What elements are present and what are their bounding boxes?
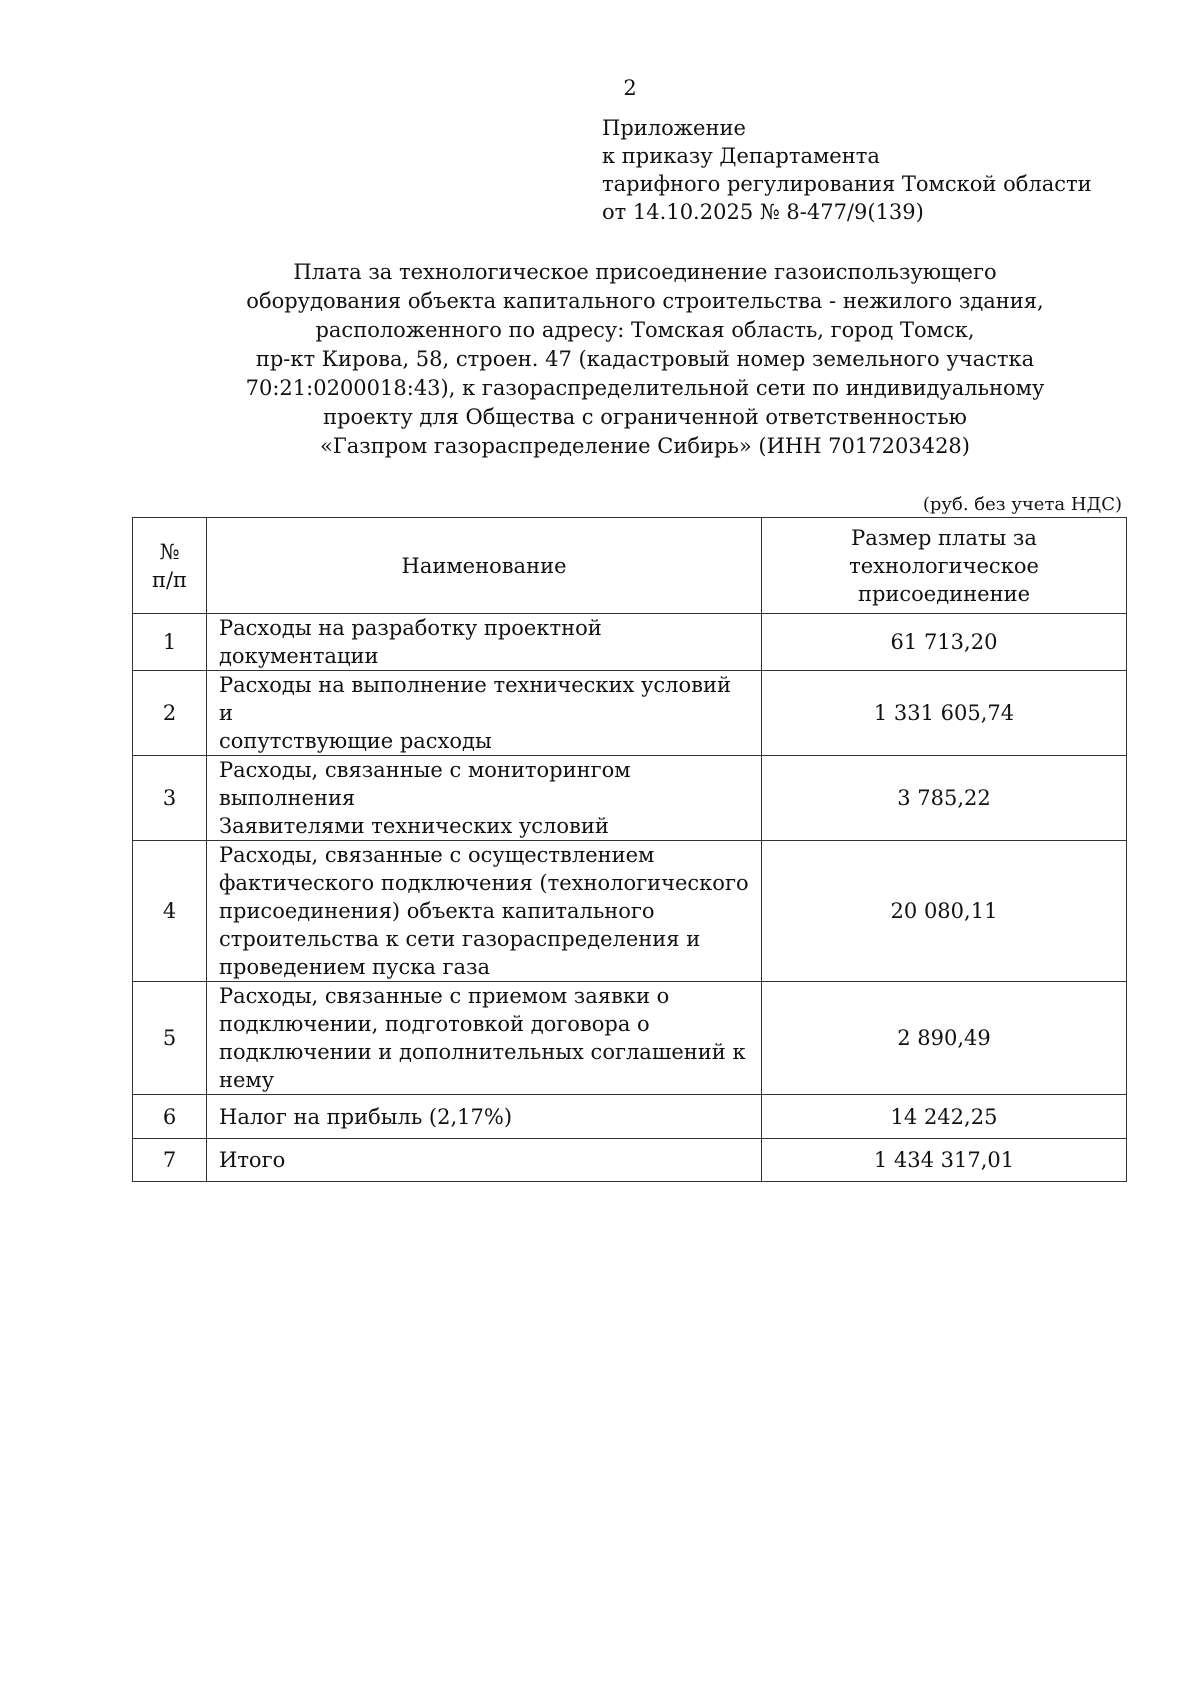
header-number-line: № <box>159 539 180 564</box>
table-row <box>133 614 1127 671</box>
row-name <box>207 841 762 982</box>
row-number: 2 <box>133 671 207 756</box>
row-name-line: Налог на прибыль (2,17%) <box>219 1104 513 1129</box>
title-line: «Газпром газораспределение Сибирь» (ИНН 7017203428) <box>320 434 970 458</box>
table-row-total <box>133 1139 1127 1182</box>
appendix-line: от 14.10.2025 № 8-477/9(139) <box>602 200 924 224</box>
row-fee: 61 713,20 <box>762 614 1127 671</box>
header-fee <box>762 518 1127 614</box>
title-line: 70:21:0200018:43), к газораспределительной сети по индивидуальному <box>245 376 1045 400</box>
row-name-line: присоединения) объекта капитального <box>219 899 655 923</box>
row-name-line: строительства к сети газораспределения и <box>219 927 701 951</box>
row-name-line: подключении и дополнительных соглашений к <box>219 1040 746 1064</box>
row-name-line: подключении, подготовкой договора о <box>219 1012 650 1036</box>
row-name-line: Расходы на разработку проектной документации <box>219 616 602 668</box>
page-number: 2 <box>623 76 637 100</box>
row-name-line: сопутствующие расходы <box>219 729 492 753</box>
appendix-line: Приложение <box>602 116 746 140</box>
row-name <box>207 614 762 671</box>
header-fee-line: технологическое присоединение <box>849 553 1039 606</box>
units-note: (руб. без учета НДС) <box>922 494 1122 515</box>
table-row <box>133 841 1127 982</box>
appendix-line: тарифного регулирования Томской области <box>602 172 1092 196</box>
row-name-line: Расходы, связанные с мониторингом выполнения <box>219 758 631 810</box>
appendix-block <box>602 114 1162 226</box>
title-line: Плата за технологическое присоединение газоиспользующего <box>293 260 997 284</box>
header-number <box>133 518 207 614</box>
row-name-line: фактического подключения (технологического <box>219 871 749 895</box>
row-fee: 20 080,11 <box>762 841 1127 982</box>
header-fee-line: Размер платы за <box>851 525 1037 550</box>
fees-table <box>132 517 1127 1182</box>
row-fee: 14 242,25 <box>762 1095 1127 1139</box>
header-name: Наименование <box>207 518 762 614</box>
row-number: 7 <box>133 1139 207 1182</box>
row-fee: 1 434 317,01 <box>762 1139 1127 1182</box>
row-name-line: Расходы, связанные с осуществлением <box>219 843 655 867</box>
table-row <box>133 982 1127 1095</box>
table-header-row <box>133 518 1127 614</box>
row-fee: 1 331 605,74 <box>762 671 1127 756</box>
header-number-line: п/п <box>151 567 188 592</box>
row-name-line: Заявителями технических условий <box>219 814 609 838</box>
title-line: расположенного по адресу: Томская область, город Томск, <box>315 318 975 342</box>
row-fee: 3 785,22 <box>762 756 1127 841</box>
table-row <box>133 671 1127 756</box>
document-title <box>120 258 1170 461</box>
row-name <box>207 1095 762 1139</box>
row-name <box>207 756 762 841</box>
row-name-line: Расходы, связанные с приемом заявки о <box>219 984 670 1008</box>
row-number: 5 <box>133 982 207 1095</box>
row-name <box>207 671 762 756</box>
row-name-line: нему <box>219 1068 275 1092</box>
title-line: оборудования объекта капитального строительства - нежилого здания, <box>246 289 1044 313</box>
row-name-line: Расходы на выполнение технических условий и <box>219 673 731 725</box>
table-row <box>133 1095 1127 1139</box>
title-line: проекту для Общества с ограниченной ответственностью <box>323 405 967 429</box>
row-name-line: Итого <box>219 1148 286 1172</box>
row-name <box>207 982 762 1095</box>
row-number: 4 <box>133 841 207 982</box>
row-number: 3 <box>133 756 207 841</box>
row-name <box>207 1139 762 1182</box>
row-fee: 2 890,49 <box>762 982 1127 1095</box>
row-number: 6 <box>133 1095 207 1139</box>
title-line: пр-кт Кирова, 58, строен. 47 (кадастровый номер земельного участка <box>255 347 1035 371</box>
appendix-line: к приказу Департамента <box>602 144 880 168</box>
row-name-line: проведением пуска газа <box>219 955 491 979</box>
table-row <box>133 756 1127 841</box>
row-number: 1 <box>133 614 207 671</box>
